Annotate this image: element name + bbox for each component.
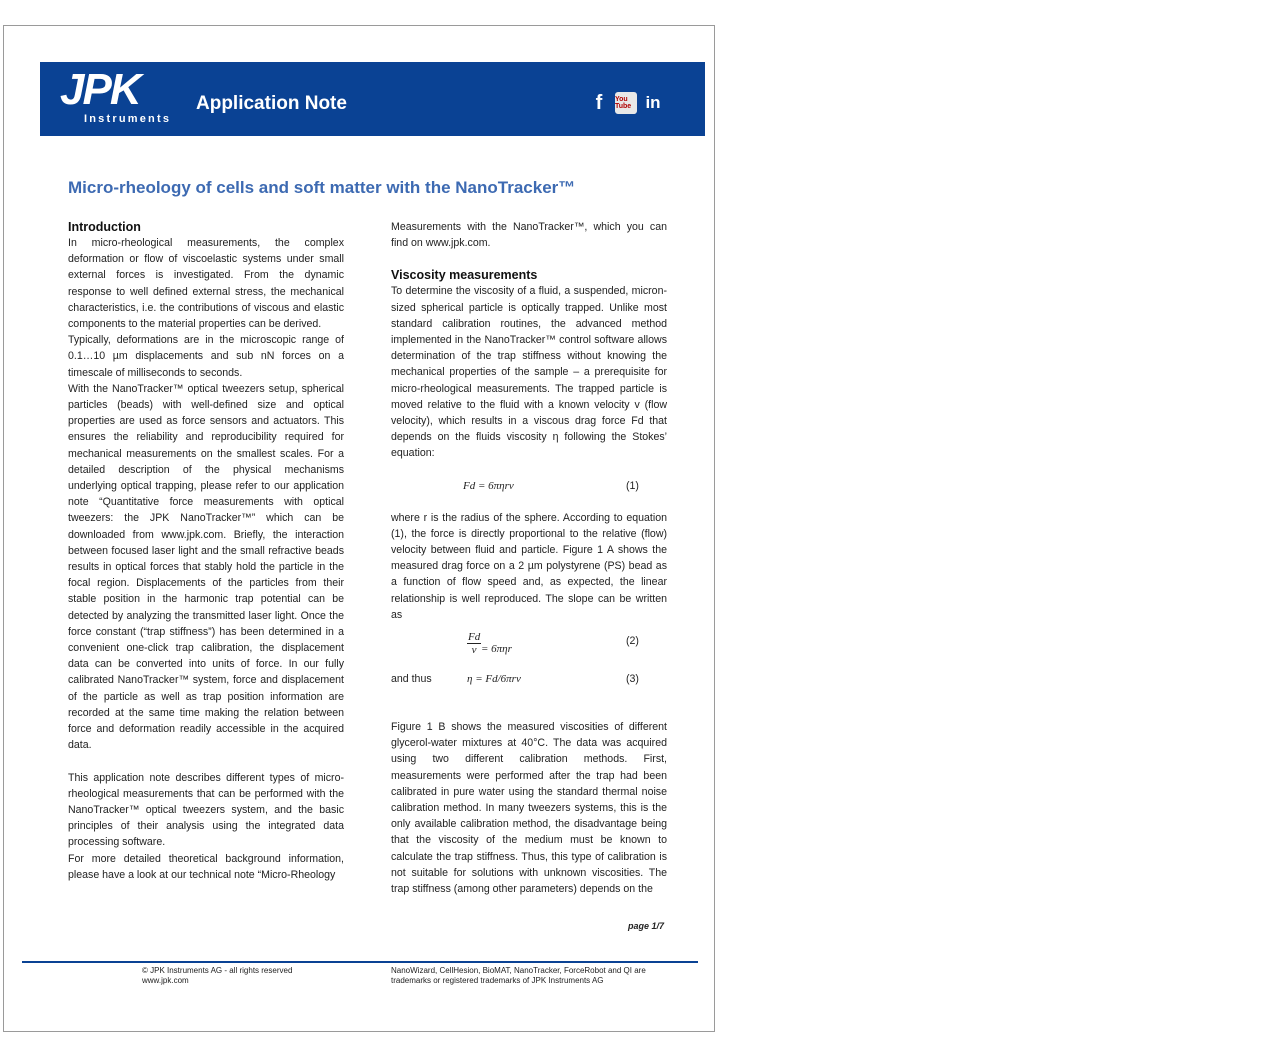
intro-paragraph-3: With the NanoTracker™ optical tweezers setup, spherical particles (beads) with well-defined size and optical properties are used as force sensors and actuators. This ensures the reliability and reproducibility required for mechanical measurements on the smallest scales. For a detailed description of the physical mechanisms underlying optical trapping, please refer to our application note “Quantitative force measurements with optical tweezers: the JPK NanoTracker™” which can be downloaded from www.jpk.com. Briefly, the interaction between focused laser light and the small refractive beads results in optical forces that stably hold the particle in the focal region. Displacements of the particles from their stable position in the harmonic trap potential can be detected by analyzing the transmitted laser light. Once the force constant (“trap stiffness”) has been determined in a convenient one-click trap calibration, the displacement data can be converted into units of force. In our fully calibrated NanoTracker™ system, force and displacement of the particle as well as trap position information are recorded at the same time making the relation between force and deformation readily accessible in the acquired data. bbox=[68, 382, 344, 752]
equation-2-rhs: = 6πηr bbox=[481, 643, 512, 656]
right-column bbox=[391, 219, 667, 897]
jpk-logo-subtitle: Instruments bbox=[84, 113, 172, 125]
right-paragraph-0: Measurements with the NanoTracker™, which you can find on www.jpk.com. bbox=[391, 221, 667, 250]
equation-1-number: (1) bbox=[626, 479, 639, 492]
youtube-label: You Tube bbox=[615, 96, 632, 110]
footer-left bbox=[142, 966, 292, 986]
facebook-icon[interactable]: f bbox=[595, 91, 603, 114]
intro-heading: Introduction bbox=[68, 220, 141, 234]
equation-2-numerator: Fd bbox=[468, 631, 481, 644]
document-page bbox=[3, 25, 715, 1032]
equation-2 bbox=[391, 631, 667, 671]
equation-3-number: (3) bbox=[626, 673, 639, 686]
linkedin-icon[interactable]: in bbox=[645, 93, 661, 112]
viscosity-paragraph-1: To determine the viscosity of a fluid, a suspended, micron-sized spherical particle is optically trapped. Unlike most standard calibration routines, the advanced method implemented in the NanoTracker™ control software allows determination of the trap stiffness without knowing the mechanical properties of the sample – a prerequisite for micro-rheological measurements. The trapped particle is moved relative to the fluid with a known velocity v (flow velocity), which results in a viscous drag force Fd that depends on the fluids viscosity η following the Stokes’ equation: bbox=[391, 285, 667, 460]
viscosity-heading: Viscosity measurements bbox=[391, 268, 538, 283]
intro-paragraph-1: In micro-rheological measurements, the complex deformation or flow of viscoelastic systems under small external forces is investigated. From the dynamic response to well defined external stress, the mechanical characteristics, i.e. the contributions of viscous and elastic components to the material properties can be derived. bbox=[68, 237, 344, 331]
intro-paragraph-5: For more detailed theoretical background information, please have a look at our technical note “Micro-Rheology bbox=[68, 852, 344, 881]
youtube-icon[interactable] bbox=[615, 92, 637, 114]
viscosity-paragraph-3: Figure 1 B shows the measured viscosities of different glycerol-water mixtures at 40°C. The data was acquired using two different calibration methods. First, measurements were performed after the trap had been calibrated in pure water using the standard thermal noise calibration method. In many tweezers systems, this is the only available calibration method, the disadvantage being that the viscosity of the medium must be known to calculate the trap stiffness. Thus, this type of calibration is not suitable for solutions with unknown viscosities. The trap stiffness (among other parameters) depends on the bbox=[391, 721, 667, 896]
document-title: Micro-rheology of cells and soft matter with the NanoTracker™ bbox=[68, 178, 576, 197]
viscosity-paragraph-2: where r is the radius of the sphere. According to equation (1), the force is directly proportional to the relative (flow) velocity between fluid and particle. Figure 1 A shows the measured drag force on a 2 µm polystyrene (PS) bead as a function of flow speed and, as expected, the linear relationship is well reproduced. The slope can be written as bbox=[391, 511, 667, 621]
equation-3-formula: η = Fd/6πrv bbox=[467, 673, 521, 686]
equation-3 bbox=[391, 671, 667, 687]
equation-2-denominator: v bbox=[471, 644, 477, 657]
equation-2-number: (2) bbox=[626, 635, 639, 648]
banner-title: Application Note bbox=[196, 93, 347, 114]
footer-divider bbox=[22, 961, 698, 963]
footer-website[interactable]: www.jpk.com bbox=[142, 976, 189, 985]
page-number: page 1/7 bbox=[628, 921, 665, 931]
footer-copyright: © JPK Instruments AG - all rights reserved bbox=[142, 966, 293, 975]
intro-paragraph-4: This application note describes different types of micro-rheological measurements that can be performed with the NanoTracker™ optical tweezers system, and the basic principles of their analysis using the integrated data processing software. bbox=[68, 771, 344, 849]
equation-1 bbox=[391, 478, 667, 494]
equation-1-formula: Fd = 6πηrv bbox=[463, 479, 514, 492]
header-banner bbox=[40, 62, 705, 136]
intro-paragraph-2: Typically, deformations are in the microscopic range of 0.1…10 µm displacements and sub nN forces on a timescale of milliseconds to seconds. bbox=[68, 334, 344, 379]
footer-trademarks: NanoWizard, CellHesion, BioMAT, NanoTracker, ForceRobot and QI are trademarks or registered trademarks of JPK Instruments AG bbox=[391, 966, 646, 985]
equation-2-fraction bbox=[467, 631, 481, 656]
equation-3-lead: and thus bbox=[391, 673, 432, 686]
jpk-logo: JPK bbox=[60, 65, 140, 114]
left-column bbox=[68, 219, 344, 883]
